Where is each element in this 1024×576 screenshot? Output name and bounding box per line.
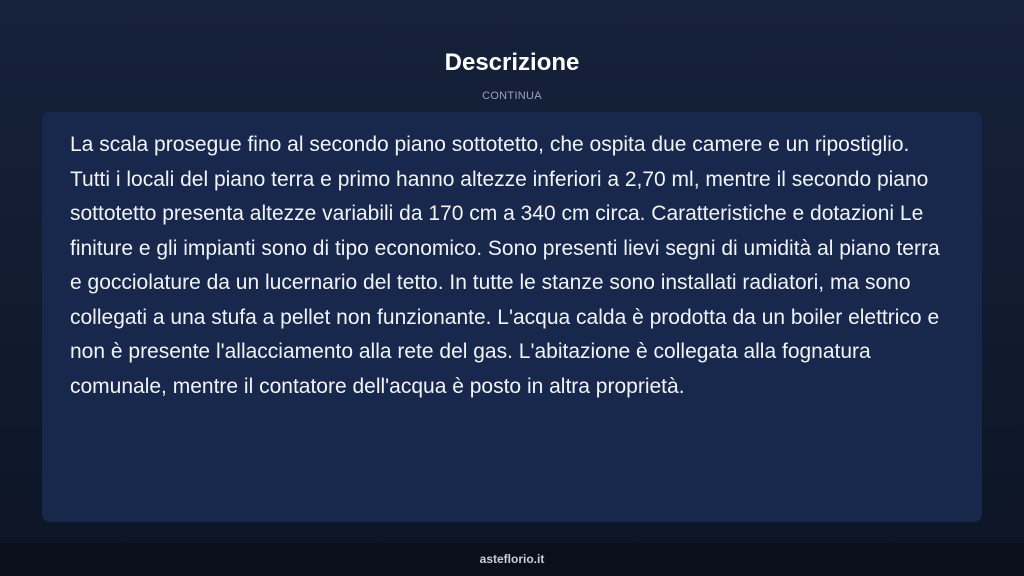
footer-bar xyxy=(0,543,1024,576)
page-title: Descrizione xyxy=(444,49,580,76)
page-subtitle: CONTINUA xyxy=(482,90,542,102)
description-text: La scala prosegue fino al secondo piano sottotetto, che ospita due camere e un ripostiglio. Tutti i locali del piano terra e primo hanno altezze inferiori a 2,70 ml, mentre il secondo piano sottotetto presenta altezze variabili da 170 cm a 340 cm circa. Caratteristiche e dotazioni Le finiture e gli impianti sono di tipo economico. Sono presenti lievi segni di umidità al piano terra e gocciolature da un lucernario del tetto. In tutte le stanze sono installati radiatori, ma sono collegati a una stufa a pellet non funzionante. L'acqua calda è prodotta da un boiler elettrico e non è presente l'allacciamento alla rete del gas. L'abitazione è collegata alla fognatura comunale, mentre il contatore dell'acqua è posto in altra proprietà. xyxy=(70,133,940,398)
page-header xyxy=(0,0,1024,110)
description-card xyxy=(42,112,982,522)
footer-site-name: asteflorio.it xyxy=(479,552,545,566)
